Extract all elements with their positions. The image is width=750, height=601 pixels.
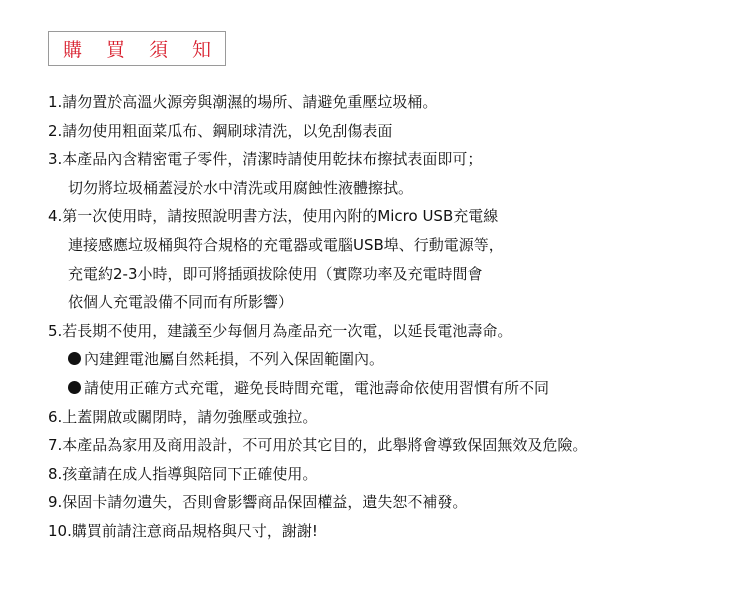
notice-bullet-text-1: 內建鋰電池屬自然耗損，不列入保固範圍內。 (84, 350, 385, 369)
notice-bullet-item-1 (48, 345, 748, 374)
bullet-icon (68, 381, 81, 394)
notice-line-3: 3.本產品內含精密電子零件，清潔時請使用乾抹布擦拭表面即可； (48, 150, 483, 169)
purchase-notice-title-box (48, 31, 226, 66)
notice-list (48, 88, 748, 546)
notice-bullet-text-2: 請使用正確方式充電，避免長時間充電，電池壽命依使用習慣有所不同 (84, 378, 550, 397)
purchase-notice-title: 購 買 須 知 (62, 39, 221, 61)
notice-bullet-item-2 (48, 374, 748, 403)
notice-line-4-continued-2: 充電約2-3小時，即可將插頭拔除使用（實際功率及充電時間會 (68, 264, 483, 283)
notice-line-2: 2.請勿使用粗面菜瓜布、鋼刷球清洗，以免刮傷表面 (48, 121, 393, 140)
notice-line-3-continued: 切勿將垃圾桶蓋浸於水中清洗或用腐蝕性液體擦拭。 (68, 178, 414, 197)
notice-line-1: 1.請勿置於高溫火源旁與潮濕的場所、請避免重壓垃圾桶。 (48, 93, 438, 111)
notice-line-7: 7.本產品為家用及商用設計，不可用於其它目的，此舉將會導致保固無效及危險。 (48, 436, 588, 455)
notice-line-4-continued-1: 連接感應垃圾桶與符合規格的充電器或電腦USB埠、行動電源等， (68, 235, 504, 254)
notice-line-4-continued-3: 依個人充電設備不同而有所影響） (68, 293, 294, 312)
bullet-icon (68, 352, 81, 365)
notice-line-10: 10.購買前請注意商品規格與尺寸，謝謝! (48, 521, 318, 540)
notice-line-6: 6.上蓋開啟或關閉時，請勿強壓或強拉。 (48, 407, 318, 426)
notice-line-8: 8.孩童請在成人指導與陪同下正確使用。 (48, 464, 318, 483)
notice-line-4: 4.第一次使用時，請按照說明書方法，使用內附的Micro USB充電線 (48, 207, 499, 226)
notice-line-5: 5.若長期不使用，建議至少每個月為產品充一次電，以延長電池壽命。 (48, 321, 513, 340)
notice-line-9: 9.保固卡請勿遺失，否則會影響商品保固權益，遺失恕不補發。 (48, 493, 468, 512)
